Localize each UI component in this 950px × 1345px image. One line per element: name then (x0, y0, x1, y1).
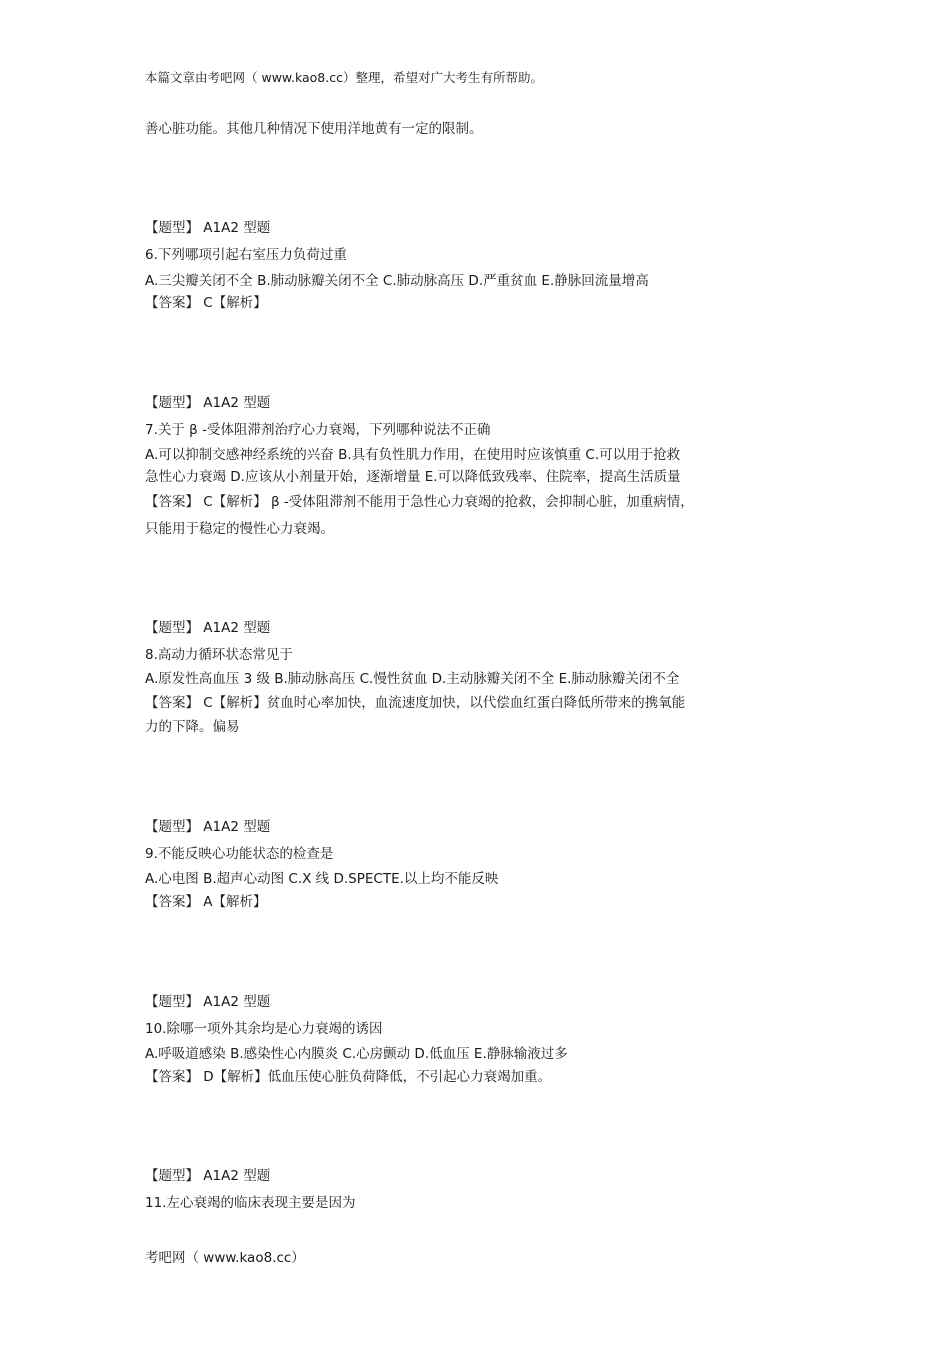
question-answer: 【答案】 C【解析】 (145, 295, 267, 311)
question-stem: 10.除哪一项外其余均是心力衰竭的诱因 (145, 1021, 383, 1037)
question-options: A.可以抑制交感神经系统的兴奋 B.具有负性肌力作用，在使用时应该慎重 C.可以用于抢救 (145, 447, 681, 463)
question-type-label: 【题型】 A1A2 型题 (145, 620, 271, 636)
question-stem: 8.高动力循环状态常见于 (145, 647, 293, 663)
question-options: A.呼吸道感染 B.感染性心内膜炎 C.心房颤动 D.低血压 E.静脉输液过多 (145, 1046, 568, 1062)
question-options: A.原发性高血压 3 级 B.肺动脉高压 C.慢性贫血 D.主动脉瓣关闭不全 E.肺动脉瓣关闭不全 (145, 671, 680, 687)
question-type-label: 【题型】 A1A2 型题 (145, 395, 271, 411)
footer-note: 考吧网（ www.kao8.cc） (145, 1250, 305, 1266)
question-type-label: 【题型】 A1A2 型题 (145, 1168, 271, 1184)
question-answer: 只能用于稳定的慢性心力衰竭。 (145, 521, 334, 537)
question-options: A.三尖瓣关闭不全 B.肺动脉瓣关闭不全 C.肺动脉高压 D.严重贫血 E.静脉回流量增高 (145, 273, 649, 289)
question-stem: 7.关于 β -受体阻滞剂治疗心力衰竭，下列哪种说法不正确 (145, 422, 491, 438)
question-type-label: 【题型】 A1A2 型题 (145, 994, 271, 1010)
header-note: 本篇文章由考吧网（ www.kao8.cc）整理，希望对广大考生有所帮助。 (145, 70, 543, 85)
question-answer: 【答案】 D【解析】低血压使心脏负荷降低，不引起心力衰竭加重。 (145, 1069, 552, 1085)
question-answer: 【答案】 C【解析】贫血时心率加快，血流速度加快，以代偿血红蛋白降低所带来的携氧能 (145, 695, 686, 711)
question-options: 急性心力衰竭 D.应该从小剂量开始，逐渐增量 E.可以降低致残率、住院率，提高生活质量 (145, 469, 681, 485)
question-stem: 6.下列哪项引起右室压力负荷过重 (145, 247, 347, 263)
question-answer: 力的下降。偏易 (145, 719, 240, 735)
intro-continuation: 善心脏功能。其他几种情况下使用洋地黄有一定的限制。 (145, 121, 483, 137)
question-stem: 11.左心衰竭的临床表现主要是因为 (145, 1195, 356, 1211)
question-type-label: 【题型】 A1A2 型题 (145, 220, 271, 236)
question-type-label: 【题型】 A1A2 型题 (145, 819, 271, 835)
question-answer: 【答案】 C【解析】 β -受体阻滞剂不能用于急性心力衰竭的抢救，会抑制心脏，加重病情， (145, 494, 694, 510)
question-answer: 【答案】 A【解析】 (145, 894, 267, 910)
question-options: A.心电图 B.超声心动图 C.X 线 D.SPECTE.以上均不能反映 (145, 871, 499, 887)
question-stem: 9.不能反映心功能状态的检查是 (145, 846, 334, 862)
